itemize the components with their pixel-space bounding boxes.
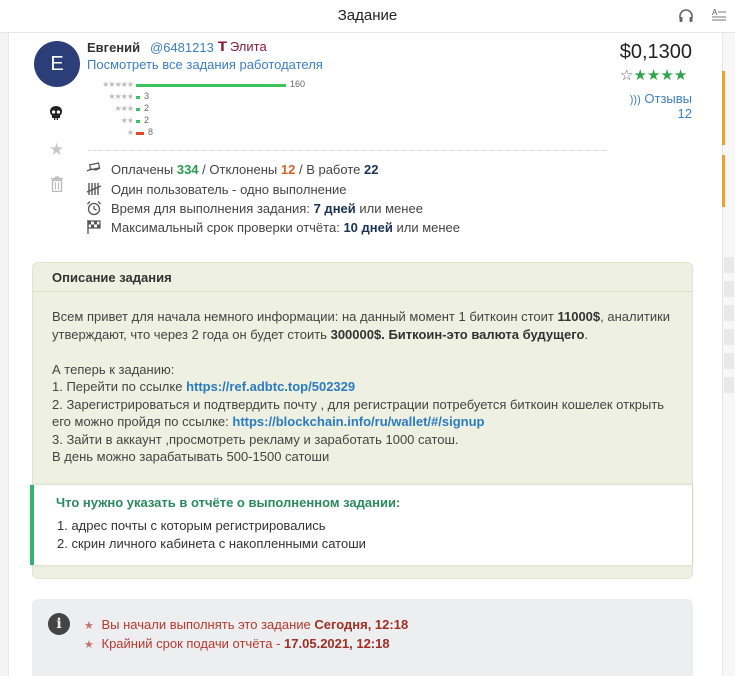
rating-row-bar: [136, 96, 140, 99]
deadline-value: 17.05.2021, 12:18: [284, 636, 390, 651]
time-label: Время для выполнения задания:: [111, 201, 310, 216]
description-line: 2. Зарегистрироваться и подтвердить почту , для регистрации потребуется биткоин кошелек открыть: [52, 396, 665, 412]
description-header: [33, 263, 692, 292]
svg-text:A: A: [712, 8, 718, 17]
star-icon: ★: [660, 67, 674, 84]
rejected-label: Отклонены: [209, 162, 278, 177]
rating-row-bar: [136, 84, 286, 87]
description-line: [52, 308, 682, 326]
alarm-clock-icon: [86, 200, 102, 216]
report-requirements-box: [30, 485, 692, 565]
stats-row-counts: [86, 161, 646, 179]
paid-count: 334: [176, 162, 199, 177]
scroll-marker: [724, 281, 734, 297]
notice-box: [32, 599, 693, 676]
description-line: [52, 326, 682, 344]
rating-row-4: [88, 92, 338, 102]
tally-icon: [86, 181, 102, 197]
scroll-marker: [724, 377, 734, 393]
stats-row-one-user: [86, 181, 646, 199]
star-icon: ★: [646, 67, 661, 84]
paid-label: Оплачены: [111, 162, 174, 177]
employer-id[interactable]: @6481213: [150, 40, 214, 55]
started-value: Сегодня, 12:18: [314, 617, 409, 632]
rating-row-count: 2: [144, 103, 150, 113]
headphones-icon[interactable]: [678, 8, 694, 24]
skull-icon[interactable]: [48, 105, 64, 126]
view-all-tasks-link[interactable]: Посмотреть все задания работодателя: [87, 57, 323, 72]
rating-stars: [620, 66, 687, 84]
window-titlebar: [0, 0, 735, 33]
text-span: 1. Перейти по ссылке: [52, 379, 183, 394]
task-content: [0, 33, 735, 676]
rating-row-count: 8: [148, 127, 154, 137]
separator: /: [202, 162, 206, 177]
text-span: 11000$: [557, 309, 601, 324]
text-span: , аналитики: [600, 309, 671, 324]
description-text: [52, 308, 682, 466]
avatar[interactable]: E: [34, 41, 80, 87]
window-title: Задание: [337, 7, 398, 24]
reviews-label: Отзывы 12: [644, 91, 692, 121]
scroll-marker: [722, 155, 725, 207]
rating-row-stars: ★★★: [114, 104, 133, 113]
divider: [88, 150, 608, 151]
rating-row-stars: ★★★★: [108, 92, 133, 101]
reader-mode-icon[interactable]: [711, 7, 727, 23]
started-label: Вы начали выполнять это задание: [101, 617, 311, 632]
description-line: [52, 378, 682, 396]
text-span: Всем привет для начала немного информации: на данный момент 1 биткоин стоит: [52, 309, 554, 324]
elite-label: Элита: [229, 39, 267, 54]
scroll-marker: [722, 71, 725, 145]
rating-row-2: [88, 116, 338, 126]
deadline-line: [84, 636, 390, 651]
rating-row-count: 2: [144, 115, 150, 125]
task-price: $0,1300: [619, 41, 692, 63]
report-item: 2. скрин личного кабинета с накопленными сатоши: [57, 536, 366, 551]
rating-row-3: [88, 104, 338, 114]
check-suffix: или менее: [396, 220, 461, 235]
elite-badge: [218, 39, 267, 55]
time-suffix: или менее: [359, 201, 423, 216]
stats-row-time: [86, 200, 646, 218]
stats-row-check: [86, 219, 646, 237]
separator: /: [298, 162, 303, 177]
text-span: . Биткоин-это валюта будущего: [381, 326, 585, 342]
reviews-link[interactable]: [612, 91, 692, 121]
scroll-marker: [724, 305, 734, 321]
spacer: [52, 343, 682, 361]
star-icon: ☆: [620, 67, 634, 84]
flag-icon: [86, 219, 102, 235]
description-line: 3. Зайти в аккаунт ,просмотреть рекламу и заработать 1000 сатош.: [52, 431, 459, 447]
one-user-text: Один пользователь - одно выполнение: [111, 182, 347, 197]
started-line: [84, 617, 408, 632]
text-span: утверждают, что через 2 года он будет стоить: [52, 326, 327, 342]
rating-row-1: [88, 128, 338, 138]
inwork-count: 22: [363, 162, 379, 177]
text-span: его можно пройдя по ссылке:: [52, 414, 229, 429]
favorite-star-icon[interactable]: ★: [49, 140, 65, 159]
text-span: 300000$: [330, 326, 382, 342]
report-item: 1. адрес почты с которым регистрировались: [57, 518, 326, 533]
rating-row-stars: ★: [126, 128, 133, 137]
scroll-marker: [724, 353, 734, 369]
star-icon: ★: [84, 620, 94, 632]
time-value: 7 дней: [313, 201, 356, 216]
blockchain-link[interactable]: https://blockchain.info/ru/wallet/#/signup: [232, 414, 485, 429]
rating-row-bar: [136, 120, 140, 123]
report-title: Что нужно указать в отчёте о выполненном задании:: [56, 495, 401, 510]
check-value: 10 дней: [343, 220, 393, 235]
trash-icon[interactable]: [50, 176, 64, 192]
trophy-icon: 𝗧: [218, 39, 227, 54]
rating-row-count: 160: [290, 79, 306, 89]
employer-name[interactable]: Евгений: [87, 40, 141, 55]
scroll-marker: [724, 257, 734, 273]
check-label: Максимальный срок проверки отчёта:: [111, 220, 340, 235]
star-icon: ★: [633, 67, 647, 84]
info-icon: i: [48, 613, 70, 635]
description-title: Описание задания: [52, 270, 172, 285]
deadline-label: Крайний срок подачи отчёта -: [101, 636, 281, 651]
money-hand-icon: [86, 161, 102, 177]
rating-row-5: [88, 80, 338, 90]
star-icon: ★: [673, 67, 688, 84]
rating-row-stars: ★★★★★: [102, 80, 133, 89]
left-edge: [0, 33, 9, 676]
rating-row-stars: ★★: [120, 116, 133, 125]
inwork-label: В работе: [306, 162, 361, 177]
rejected-count: 12: [280, 162, 296, 177]
adbtc-link[interactable]: https://ref.adbtc.top/502329: [186, 379, 356, 394]
rating-row-bar: [136, 132, 144, 135]
text-span: .: [584, 326, 589, 342]
description-line: А теперь к заданию:: [52, 361, 175, 377]
star-icon: ★: [84, 639, 94, 651]
scroll-marker: [724, 329, 734, 345]
rating-row-bar: [136, 108, 140, 111]
description-line: [52, 413, 682, 431]
rating-row-count: 3: [144, 91, 150, 101]
rss-icon: ))): [629, 94, 641, 106]
description-line: В день можно зарабатывать 500-1500 сатоши: [52, 449, 330, 464]
